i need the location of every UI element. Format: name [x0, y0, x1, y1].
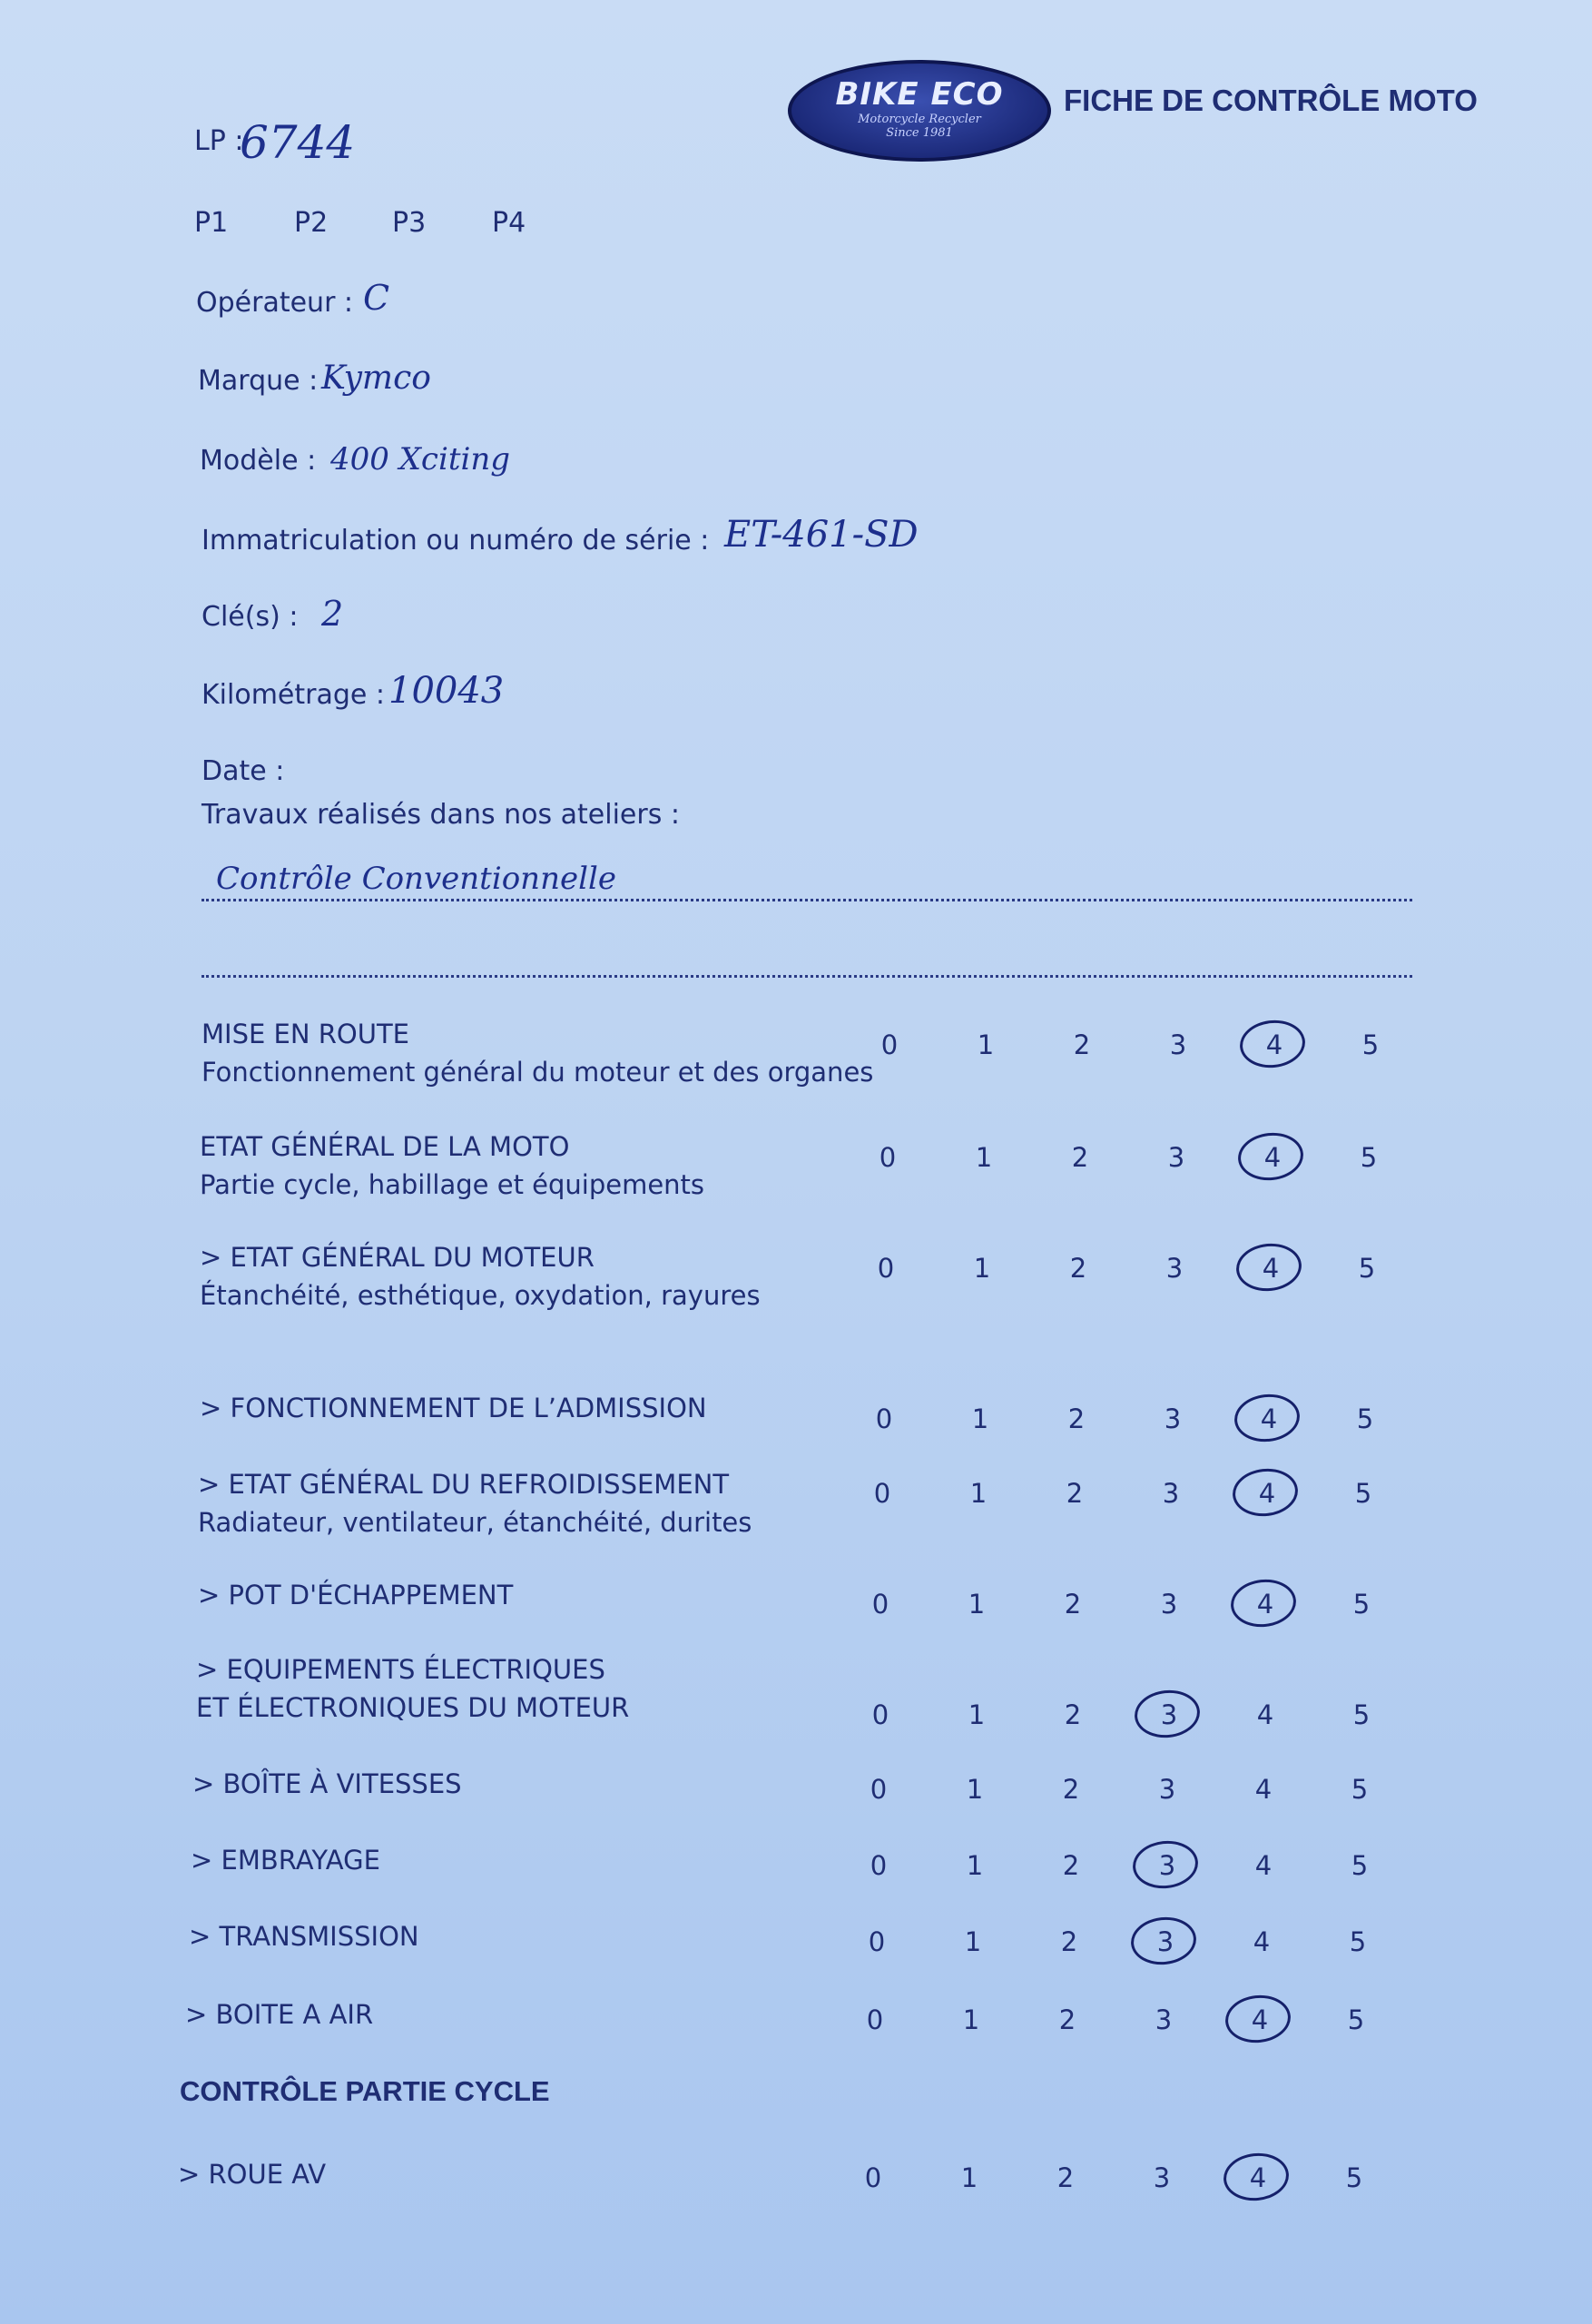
selected-score-circle — [1221, 2150, 1291, 2203]
score-option-5[interactable]: 5 — [1356, 1403, 1374, 1434]
score-option-4[interactable]: 4 — [1251, 2004, 1269, 2035]
row-title: > EMBRAYAGE — [191, 1845, 380, 1876]
score-option-2[interactable]: 2 — [1069, 1253, 1087, 1284]
score-option-2[interactable]: 2 — [1066, 1478, 1084, 1509]
row-title: > TRANSMISSION — [189, 1921, 419, 1952]
score-option-5[interactable]: 5 — [1347, 2004, 1365, 2035]
lp-value: 6744 — [240, 116, 356, 169]
score-option-4[interactable]: 4 — [1260, 1403, 1278, 1434]
score-option-2[interactable]: 2 — [1073, 1029, 1091, 1060]
row-title: > POT D'ÉCHAPPEMENT — [198, 1580, 514, 1610]
position-p3: P3 — [392, 207, 427, 239]
row-title: > BOÎTE À VITESSES — [192, 1768, 462, 1799]
modele-label: Modèle : — [200, 445, 317, 477]
score-option-0[interactable]: 0 — [877, 1253, 895, 1284]
marque-value: Kymco — [321, 359, 431, 397]
immatriculation-label: Immatriculation ou numéro de série : — [201, 525, 710, 556]
travaux-line-2 — [201, 975, 1412, 978]
score-option-3[interactable]: 3 — [1169, 1029, 1187, 1060]
row-subtitle: Radiateur, ventilateur, étanchéité, durites — [198, 1507, 752, 1538]
score-option-4[interactable]: 4 — [1265, 1029, 1283, 1060]
score-option-5[interactable]: 5 — [1354, 1478, 1372, 1509]
selected-score-circle — [1130, 1837, 1200, 1891]
row-subtitle: Fonctionnement général du moteur et des organes — [201, 1057, 874, 1088]
score-option-4[interactable]: 4 — [1256, 1699, 1274, 1730]
score-option-0[interactable]: 0 — [879, 1142, 897, 1173]
score-option-2[interactable]: 2 — [1056, 2162, 1075, 2193]
score-option-5[interactable]: 5 — [1351, 1850, 1369, 1881]
selected-score-circle — [1228, 1576, 1298, 1630]
travaux-label: Travaux réalisés dans nos ateliers : — [201, 799, 680, 831]
row-title: ETAT GÉNÉRAL DE LA MOTO — [200, 1131, 570, 1162]
score-option-5[interactable]: 5 — [1352, 1699, 1371, 1730]
score-option-0[interactable]: 0 — [875, 1403, 893, 1434]
score-option-0[interactable]: 0 — [870, 1774, 888, 1805]
score-option-0[interactable]: 0 — [870, 1850, 888, 1881]
cles-label: Clé(s) : — [201, 601, 299, 633]
score-option-4[interactable]: 4 — [1253, 1926, 1271, 1957]
score-option-1[interactable]: 1 — [971, 1403, 989, 1434]
row-subtitle: ET ÉLECTRONIQUES DU MOTEUR — [196, 1692, 630, 1723]
score-option-2[interactable]: 2 — [1058, 2004, 1076, 2035]
score-option-3[interactable]: 3 — [1164, 1403, 1182, 1434]
selected-score-circle — [1132, 1687, 1202, 1740]
score-option-2[interactable]: 2 — [1064, 1699, 1082, 1730]
immatriculation-value: ET-461-SD — [724, 514, 919, 556]
logo-brand: BIKE ECO — [835, 76, 1004, 113]
score-option-3[interactable]: 3 — [1165, 1253, 1184, 1284]
bike-eco-logo — [788, 60, 1051, 162]
position-p1: P1 — [194, 207, 229, 239]
score-option-4[interactable]: 4 — [1262, 1253, 1280, 1284]
score-option-3[interactable]: 3 — [1156, 1926, 1174, 1957]
score-option-1[interactable]: 1 — [968, 1589, 986, 1620]
score-option-4[interactable]: 4 — [1258, 1478, 1276, 1509]
row-title: > BOITE A AIR — [185, 1999, 374, 2030]
score-option-1[interactable]: 1 — [962, 2004, 980, 2035]
score-option-3[interactable]: 3 — [1160, 1699, 1178, 1730]
date-label: Date : — [201, 755, 285, 787]
selected-score-circle — [1230, 1465, 1300, 1519]
score-option-1[interactable]: 1 — [969, 1478, 988, 1509]
score-option-3[interactable]: 3 — [1155, 2004, 1173, 2035]
score-option-0[interactable]: 0 — [868, 1926, 886, 1957]
kilometrage-value: 10043 — [388, 670, 505, 712]
score-option-5[interactable]: 5 — [1360, 1142, 1378, 1173]
score-option-2[interactable]: 2 — [1067, 1403, 1086, 1434]
score-option-1[interactable]: 1 — [960, 2162, 978, 2193]
operateur-value: C — [363, 278, 390, 318]
row-subtitle: Étanchéité, esthétique, oxydation, rayures — [200, 1280, 761, 1311]
row-title: > ETAT GÉNÉRAL DU REFROIDISSEMENT — [198, 1469, 730, 1500]
score-option-1[interactable]: 1 — [973, 1253, 991, 1284]
score-option-1[interactable]: 1 — [966, 1850, 984, 1881]
score-option-3[interactable]: 3 — [1160, 1589, 1178, 1620]
score-option-0[interactable]: 0 — [864, 2162, 882, 2193]
score-option-1[interactable]: 1 — [968, 1699, 986, 1730]
score-option-0[interactable]: 0 — [871, 1589, 889, 1620]
selected-score-circle — [1237, 1017, 1307, 1070]
score-option-3[interactable]: 3 — [1167, 1142, 1185, 1173]
section-partie-cycle-title: CONTRÔLE PARTIE CYCLE — [180, 2075, 550, 2107]
score-option-4[interactable]: 4 — [1263, 1142, 1282, 1173]
score-option-2[interactable]: 2 — [1064, 1589, 1082, 1620]
document-title: FICHE DE CONTRÔLE MOTO — [1064, 84, 1478, 117]
score-option-3[interactable]: 3 — [1158, 1774, 1176, 1805]
travaux-line-1 — [201, 899, 1412, 901]
score-option-4[interactable]: 4 — [1254, 1850, 1273, 1881]
row-subtitle: Partie cycle, habillage et équipements — [200, 1169, 705, 1200]
score-option-4[interactable]: 4 — [1249, 2162, 1267, 2193]
score-option-0[interactable]: 0 — [871, 1699, 889, 1730]
score-option-5[interactable]: 5 — [1345, 2162, 1363, 2193]
position-p2: P2 — [294, 207, 329, 239]
score-option-5[interactable]: 5 — [1352, 1589, 1371, 1620]
score-option-1[interactable]: 1 — [975, 1142, 993, 1173]
score-option-1[interactable]: 1 — [977, 1029, 995, 1060]
travaux-line-1-text: Contrôle Conventionnelle — [216, 861, 616, 897]
logo-tagline: Motorcycle Recycler — [858, 113, 981, 126]
score-option-0[interactable]: 0 — [866, 2004, 884, 2035]
score-option-2[interactable]: 2 — [1062, 1774, 1080, 1805]
row-title: > ROUE AV — [178, 2159, 327, 2190]
score-option-2[interactable]: 2 — [1071, 1142, 1089, 1173]
lp-label: LP : — [194, 125, 244, 157]
score-option-2[interactable]: 2 — [1060, 1926, 1078, 1957]
cles-value: 2 — [321, 594, 344, 634]
row-title: MISE EN ROUTE — [201, 1019, 409, 1049]
score-option-1[interactable]: 1 — [966, 1774, 984, 1805]
score-option-4[interactable]: 4 — [1256, 1589, 1274, 1620]
row-title: > ETAT GÉNÉRAL DU MOTEUR — [200, 1242, 595, 1273]
score-option-5[interactable]: 5 — [1358, 1253, 1376, 1284]
position-p4: P4 — [492, 207, 526, 239]
selected-score-circle — [1223, 1992, 1292, 2045]
operateur-label: Opérateur : — [196, 287, 354, 319]
logo-since: Since 1981 — [886, 126, 953, 140]
score-option-5[interactable]: 5 — [1361, 1029, 1380, 1060]
kilometrage-label: Kilométrage : — [201, 679, 386, 711]
score-option-0[interactable]: 0 — [873, 1478, 891, 1509]
score-option-1[interactable]: 1 — [964, 1926, 982, 1957]
score-option-3[interactable]: 3 — [1162, 1478, 1180, 1509]
modele-value: 400 Xciting — [330, 441, 511, 478]
score-option-2[interactable]: 2 — [1062, 1850, 1080, 1881]
selected-score-circle — [1232, 1391, 1302, 1444]
selected-score-circle — [1128, 1914, 1198, 1967]
score-option-5[interactable]: 5 — [1351, 1774, 1369, 1805]
row-title: > EQUIPEMENTS ÉLECTRIQUES — [196, 1654, 605, 1685]
row-title: > FONCTIONNEMENT DE L’ADMISSION — [200, 1393, 707, 1423]
score-option-5[interactable]: 5 — [1349, 1926, 1367, 1957]
score-option-3[interactable]: 3 — [1158, 1850, 1176, 1881]
selected-score-circle — [1235, 1129, 1305, 1183]
score-option-3[interactable]: 3 — [1153, 2162, 1171, 2193]
score-option-0[interactable]: 0 — [880, 1029, 899, 1060]
marque-label: Marque : — [198, 365, 319, 397]
selected-score-circle — [1233, 1240, 1303, 1294]
score-option-4[interactable]: 4 — [1254, 1774, 1273, 1805]
